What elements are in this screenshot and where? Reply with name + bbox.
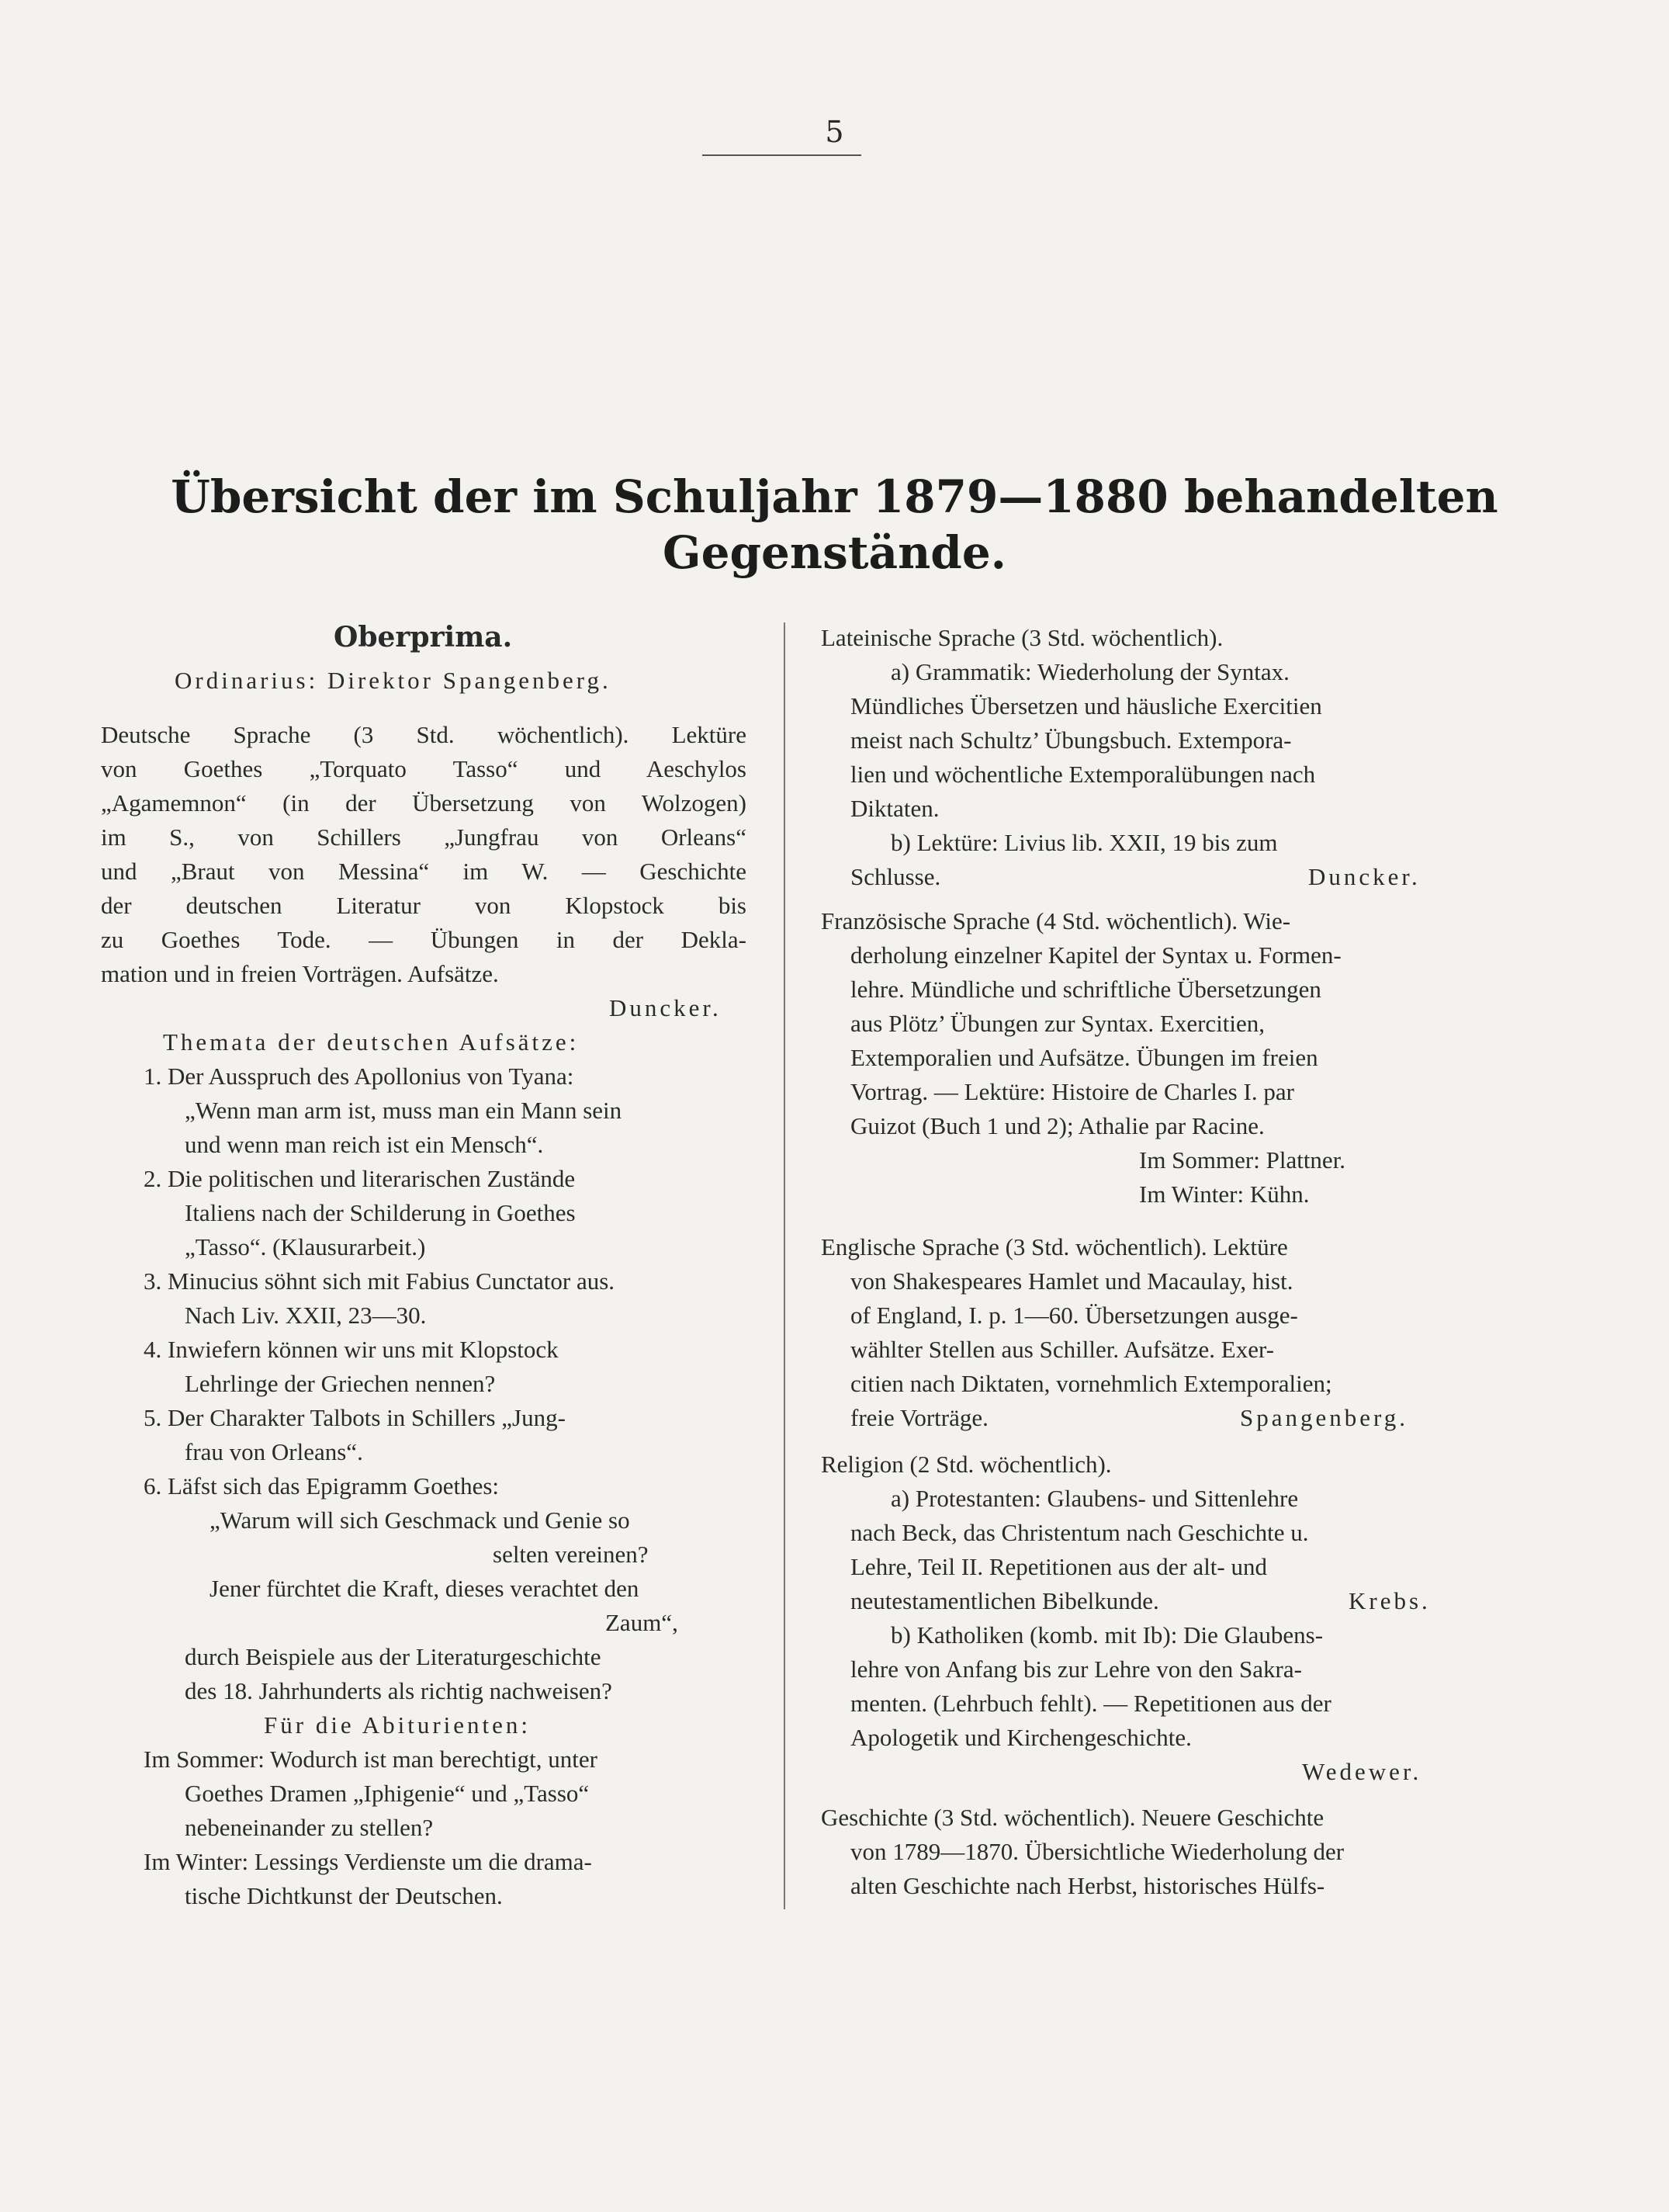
latein-line: Diktaten.	[850, 795, 940, 822]
deutsch-line: Deutsche Sprache (3 Std. wöchentlich). Lektüre	[101, 721, 746, 748]
teacher-name: Krebs.	[1349, 1587, 1431, 1614]
teacher-name: Im Sommer: Plattner.	[1139, 1146, 1346, 1174]
themata-line: Zaum“,	[605, 1609, 678, 1636]
title-line-2: Gegenstände.	[663, 526, 1006, 579]
page-title	[0, 469, 1669, 581]
religion-line: lehre von Anfang bis zur Lehre von den Sakra-	[850, 1656, 1302, 1683]
deutsch-line: „Agamemnon“ (in der Übersetzung von Wolzogen)	[101, 789, 746, 816]
abiturienten-line: Goethes Dramen „Iphigenie“ und „Tasso“	[185, 1780, 590, 1807]
franz-line: Extemporalien und Aufsätze. Übungen im freien	[850, 1044, 1318, 1071]
themata-line: durch Beispiele aus der Literaturgeschichte	[185, 1643, 601, 1670]
column-divider	[784, 622, 785, 1909]
themata-line: 2. Die politischen und literarischen Zustände	[144, 1165, 576, 1192]
page-number-rule	[702, 154, 861, 156]
latein-line: Mündliches Übersetzen und häusliche Exercitien	[850, 692, 1322, 719]
teacher-name: Wedewer.	[1302, 1758, 1422, 1785]
themata-line: 1. Der Ausspruch des Apollonius von Tyana:	[144, 1063, 574, 1090]
franz-line: lehre. Mündliche und schriftliche Übersetzungen	[850, 976, 1321, 1003]
latein-line: lien und wöchentliche Extemporalübungen nach	[850, 761, 1316, 788]
franz-line: Vortrag. — Lektüre: Histoire de Charles I. par	[850, 1078, 1294, 1105]
deutsch-line: zu Goethes Tode. — Übungen in der Dekla-	[101, 926, 746, 953]
themata-line: Lehrlinge der Griechen nennen?	[185, 1370, 496, 1397]
themata-line: des 18. Jahrhunderts als richtig nachweisen?	[185, 1677, 612, 1704]
themata-line: Italiens nach der Schilderung in Goethes	[185, 1199, 576, 1226]
themata-heading: Themata der deutschen Aufsätze:	[163, 1028, 580, 1056]
abiturienten-line: tische Dichtkunst der Deutschen.	[185, 1882, 503, 1909]
themata-line: 3. Minucius söhnt sich mit Fabius Cunctator aus.	[144, 1267, 615, 1295]
themata-line: frau von Orleans“.	[185, 1438, 363, 1465]
geschichte-line: Geschichte (3 Std. wöchentlich). Neuere Geschichte	[821, 1804, 1324, 1831]
deutsch-line: im S., von Schillers „Jungfrau von Orleans“	[101, 823, 746, 851]
title-line-1: Übersicht der im Schuljahr 1879—1880 behandelten	[171, 470, 1498, 523]
englisch-line: citien nach Diktaten, vornehmlich Extemporalien;	[850, 1370, 1332, 1397]
englisch-line: of England, I. p. 1—60. Übersetzungen ausge-	[850, 1302, 1298, 1329]
latein-line: Lateinische Sprache (3 Std. wöchentlich).	[821, 624, 1224, 651]
franz-line: Guizot (Buch 1 und 2); Athalie par Racine.	[850, 1112, 1265, 1139]
themata-line: „Warum will sich Geschmack und Genie so	[209, 1506, 630, 1534]
religion-line: menten. (Lehrbuch fehlt). — Repetitionen aus der	[850, 1690, 1331, 1717]
geschichte-line: von 1789—1870. Übersichtliche Wiederholung der	[850, 1838, 1345, 1865]
latein-line: b) Lektüre: Livius lib. XXII, 19 bis zum	[891, 829, 1278, 856]
abiturienten-line: nebeneinander zu stellen?	[185, 1814, 434, 1841]
themata-line: 4. Inwiefern können wir uns mit Klopstock	[144, 1336, 559, 1363]
ordinarius-line: Ordinarius: Direktor Spangenberg.	[175, 667, 611, 694]
englisch-line: freie Vorträge.	[850, 1404, 989, 1431]
franz-line: derholung einzelner Kapitel der Syntax u. Formen-	[850, 941, 1342, 969]
religion-line: b) Katholiken (komb. mit Ib): Die Glaubens-	[891, 1621, 1324, 1649]
deutsch-line: der deutschen Literatur von Klopstock bis	[101, 892, 746, 919]
themata-line: und wenn man reich ist ein Mensch“.	[185, 1131, 544, 1158]
religion-line: a) Protestanten: Glaubens- und Sittenlehre	[891, 1485, 1299, 1512]
teacher-name: Duncker.	[1308, 863, 1421, 890]
themata-line: „Wenn man arm ist, muss man ein Mann sein	[185, 1097, 622, 1124]
latein-line: a) Grammatik: Wiederholung der Syntax.	[891, 658, 1290, 685]
religion-line: neutestamentlichen Bibelkunde.	[850, 1587, 1159, 1614]
franz-line: aus Plötz’ Übungen zur Syntax. Exercitien,	[850, 1010, 1266, 1037]
themata-line: Jener fürchtet die Kraft, dieses verachtet den	[209, 1575, 639, 1602]
abiturienten-line: Im Winter: Lessings Verdienste um die drama-	[144, 1848, 592, 1875]
religion-line: Lehre, Teil II. Repetitionen aus der alt- und	[850, 1553, 1267, 1580]
latein-line: Schlusse.	[850, 863, 941, 890]
deutsch-line: von Goethes „Torquato Tasso“ und Aeschylos	[101, 755, 746, 782]
abiturienten-heading: Für die Abiturienten:	[264, 1711, 532, 1739]
teacher-name: Im Winter: Kühn.	[1139, 1181, 1310, 1208]
latein-line: meist nach Schultz’ Übungsbuch. Extempora-	[850, 726, 1292, 754]
religion-line: nach Beck, das Christentum nach Geschichte u.	[850, 1519, 1309, 1546]
religion-line: Religion (2 Std. wöchentlich).	[821, 1451, 1112, 1478]
englisch-line: von Shakespeares Hamlet und Macaulay, hist.	[850, 1267, 1293, 1295]
geschichte-line: alten Geschichte nach Herbst, historisches Hülfs-	[850, 1872, 1325, 1899]
themata-line: 6. Läfst sich das Epigramm Goethes:	[144, 1472, 500, 1500]
deutsch-line: und „Braut von Messina“ im W. — Geschichte	[101, 858, 746, 885]
teacher-name: Spangenberg.	[1240, 1404, 1409, 1431]
englisch-line: Englische Sprache (3 Std. wöchentlich). Lektüre	[821, 1233, 1288, 1260]
teacher-name: Duncker.	[609, 994, 722, 1021]
franz-line: Französische Sprache (4 Std. wöchentlich). Wie-	[821, 907, 1291, 934]
deutsch-line: mation und in freien Vorträgen. Aufsätze.	[101, 960, 499, 987]
religion-line: Apologetik und Kirchengeschichte.	[850, 1724, 1192, 1751]
class-heading: Oberprima.	[334, 621, 513, 654]
themata-line: „Tasso“. (Klausurarbeit.)	[185, 1233, 426, 1260]
abiturienten-line: Im Sommer: Wodurch ist man berechtigt, unter	[144, 1746, 597, 1773]
englisch-line: wählter Stellen aus Schiller. Aufsätze. Exer-	[850, 1336, 1275, 1363]
themata-line: 5. Der Charakter Talbots in Schillers „Jung-	[144, 1404, 566, 1431]
themata-line: Nach Liv. XXII, 23—30.	[185, 1302, 427, 1329]
themata-line: selten vereinen?	[493, 1541, 649, 1568]
page-number: 5	[825, 115, 844, 149]
